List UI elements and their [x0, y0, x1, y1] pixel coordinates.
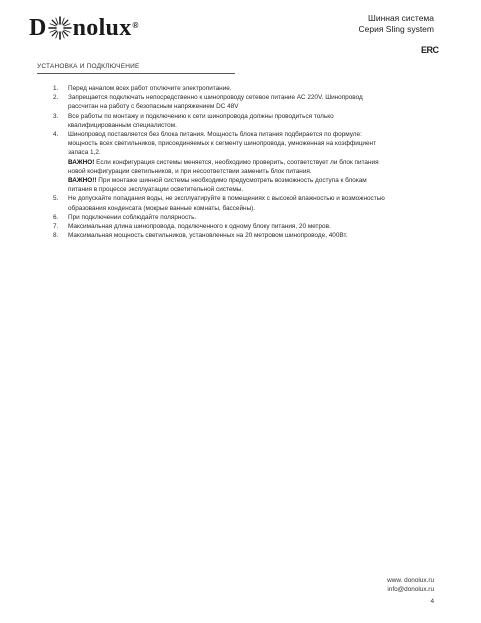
logo-letter-d: D	[29, 15, 47, 41]
item-text-line: питания в процессе эксплуатации осветительной системы.	[68, 186, 244, 194]
list-item	[53, 194, 433, 212]
item-text-line	[68, 176, 433, 185]
item-number: 1.	[53, 85, 59, 92]
series-line-2: Серия Sling system	[358, 24, 434, 34]
list-item	[53, 93, 433, 111]
item-text-line: При подключении соблюдайте полярность.	[68, 213, 197, 221]
brand-logo	[29, 16, 139, 40]
sunburst-icon	[48, 16, 72, 40]
section-title: УСТАНОВКА И ПОДКЛЮЧЕНИЕ	[37, 63, 140, 70]
item-text-line: запаса 1,2.	[68, 149, 101, 157]
item-text-line: Шинопровод поставляется без блока питания. Мощность блока питания подбирается по формуле:	[68, 131, 362, 139]
item-text-line: Запрещается подключать непосредственно к шинопроводу сетевое питание АС 220V. Шинопровод	[68, 94, 363, 102]
item-number: 3.	[53, 112, 59, 120]
instructions-list	[53, 84, 433, 240]
item-text-line: Максимальная длина шинопровода, подключенного к одному блоку питания, 20 метров.	[68, 223, 331, 231]
page-number: 4	[430, 598, 434, 605]
series-line-1: Шинная система	[368, 13, 434, 23]
list-item	[53, 112, 433, 130]
item-text-line: Максимальная мощность светильников, установленных на 20 метровом шинопроводе, 400Вт.	[68, 232, 348, 240]
eac-certification-icon: ERC	[421, 45, 439, 55]
important-label: ВАЖНО!!	[68, 177, 97, 185]
item-text-line: Все работы по монтажу и подключению к сети шинопровода должны проводиться только	[68, 112, 334, 120]
item-text-line: квалифицированным специалистом.	[68, 121, 177, 129]
item-text-line: образования конденсата (мокрые ванные комнаты, бассейны).	[68, 204, 256, 212]
list-item	[53, 158, 433, 176]
item-text: При монтаже шинной системы необходимо предусмотреть возможность доступа к блокам	[96, 177, 367, 185]
series-header	[359, 13, 435, 35]
item-text-line: мощность всех светильников, присоединяемых к сегменту шинопровода, умноженная на коэффициент	[68, 140, 377, 148]
website-link[interactable]: www. donolux.ru	[387, 577, 434, 584]
item-number: 8.	[53, 232, 59, 240]
list-item	[53, 84, 433, 93]
item-number: 2.	[53, 94, 59, 102]
item-text-line: новой конфигурации светильников, и при несоответствии заменить блок питания.	[68, 167, 312, 175]
list-item	[53, 222, 433, 231]
item-number: 6.	[53, 213, 59, 221]
item-text-line	[68, 158, 433, 167]
list-item	[53, 130, 433, 158]
footer-contacts	[387, 576, 434, 594]
list-item	[53, 176, 433, 194]
email-link[interactable]: info@donolux.ru	[387, 586, 434, 593]
section-divider	[37, 73, 235, 74]
item-text-line: Не допускайте попадания воды, не эксплуатируйте в помещениях с высокой влажностью и возможностью	[68, 195, 385, 203]
item-text: Если конфигурация системы меняется, необходимо проверить, соответствует ли блок питания	[94, 158, 379, 166]
item-number: 4.	[53, 131, 59, 139]
item-text-line: Перед началом всех работ отключите электропитание.	[68, 85, 232, 92]
important-label: ВАЖНО!	[68, 158, 95, 166]
item-number: 7.	[53, 223, 59, 231]
list-item	[53, 231, 433, 240]
list-item	[53, 213, 433, 222]
logo-letters: nolux	[72, 15, 132, 41]
item-number: 5.	[53, 195, 59, 203]
registered-mark: ®	[132, 21, 139, 30]
item-text-line: рассчитан на работу с безопасным напряжением DC 48V	[68, 103, 239, 111]
